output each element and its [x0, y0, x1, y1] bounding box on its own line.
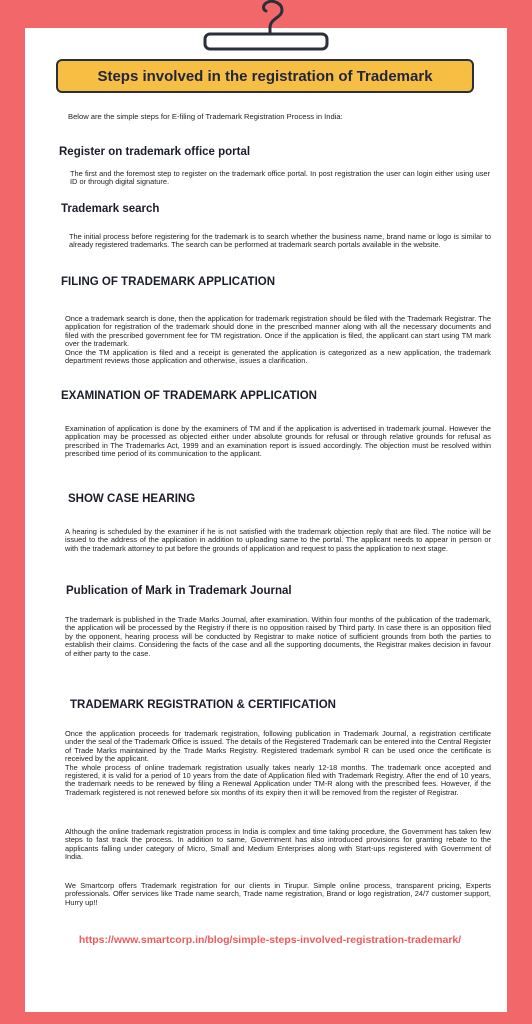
section-heading: TRADEMARK REGISTRATION & CERTIFICATION [70, 699, 336, 711]
section-body [70, 170, 490, 187]
section-paragraph: The first and the foremost step to register on the trademark office portal. In post registration the user can login either using user ID or through digital signature. [70, 169, 490, 187]
section-heading: SHOW CASE HEARING [68, 493, 196, 505]
section-heading: Trademark search [61, 203, 160, 215]
closing-text: Although the online trademark registration process in India is complex and time taking procedure, the Government has taken few steps to fast track the process. In addition to same, Government has also introduced provisions for granting rebate to the applicants falling under category of Micro, Small and Medium Enterprises along with Start-ups registered with Government of India. [65, 827, 491, 862]
section-body [69, 233, 491, 250]
section-heading: Register on trademark office portal [59, 146, 251, 158]
closing-paragraph [65, 828, 491, 862]
section-heading: FILING OF TRADEMARK APPLICATION [61, 276, 276, 288]
intro-text: Below are the simple steps for E-filing of Trademark Registration Process in India: [68, 112, 343, 121]
section-paragraph: Examination of application is done by the examiners of TM and if the application is advertised in trademark journal. However the application may be processed as objected either under absolute grounds for refusal or through relative grounds for refusal as prescribed in The Trademarks Act, 1999 and an examination report is issued accordingly. The objection must be resolved within prescribed time period of its communication to the applicant. [65, 424, 491, 459]
section-paragraph: The whole process of online trademark registration usually takes nearly 12-18 months. The trademark once accepted and registered, it is valid for a period of 10 years from the date of Application filed with Trademark Registry. After the end of 10 years, the trademark needs to be renewed by filing a Renewal Application under TM-R along with the prescribed fees. However, if the Trademark registered is not renewed before six months of its expiry then it will be removed from the register of Registrar. [65, 762, 491, 797]
section-paragraph: The trademark is published in the Trade Marks Journal, after examination. Within four months of the publication of the trademark, the application will be processed by the Registry if there is no opposition raised by Third party. In case there is an opposition filed by the opponent, hearing process will be conducted by Registrar to make notice of sufficient grounds from both the parties to establish their claims. Considering the facts of the case and all the supporting documents, the Registrar makes decision in favour of either party to the case. [65, 615, 491, 658]
hanger-icon [190, 0, 340, 60]
section-paragraph: Once the TM application is filed and a receipt is generated the application is categorized as a new application, the trademark department reviews those application and otherwise, issues a clarification. [65, 347, 491, 366]
closing-paragraph [65, 882, 491, 907]
section-body [65, 425, 491, 459]
section-heading: EXAMINATION OF TRADEMARK APPLICATION [61, 390, 317, 402]
section-paragraph: The initial process before registering for the trademark is to search whether the business name, brand name or logo is similar to already registered trademarks. The search can be performed at trademark search portals available in the website. [69, 232, 491, 250]
section-body [65, 730, 491, 797]
source-link[interactable]: https://www.smartcorp.in/blog/simple-steps-involved-registration-trademark/ [78, 934, 462, 946]
section-body [65, 616, 491, 658]
page-title: Steps involved in the registration of Trademark [56, 59, 474, 93]
section-paragraph: Once a trademark search is done, then the application for trademark registration should be filed with the Trademark Registrar. The application for registration of the trademark should done in the prescribed manner along with all the necessary documents and filed with the prescribed government fee for TM registration. Once if the application is filed, the applicant can start using TM mark over the trademark. [65, 314, 491, 349]
section-paragraph: A hearing is scheduled by the examiner if he is not satisfied with the trademark objection reply that are filed. The notice will be issued to the address of the application in addition to uploading same to the portal. The applicant needs to appear in person or with the trademark attorney to put before the grounds of application and request to pass the application to next stage. [65, 527, 491, 553]
closing-text: We Smartcorp offers Trademark registration for our clients in Tirupur. Simple online process, transparent pricing, Experts professionals. Offer services like Trade name search, Trade name registration, Brand or logo registration, 24/7 customer support, Hurry up!! [65, 881, 491, 907]
section-body [65, 315, 491, 365]
section-heading: Publication of Mark in Trademark Journal [66, 585, 292, 597]
section-paragraph: Once the application proceeds for trademark registration, following publication in Trademark Journal, a registration certificate under the seal of the Trademark Office is issued. The details of the Registered Trademark can be entered into the Central Register of Trade Marks maintained by the Trade Marks Registry. Registered trademark symbol R can be used once the certificate is received by the applicant. [65, 729, 491, 764]
section-body [65, 528, 491, 553]
